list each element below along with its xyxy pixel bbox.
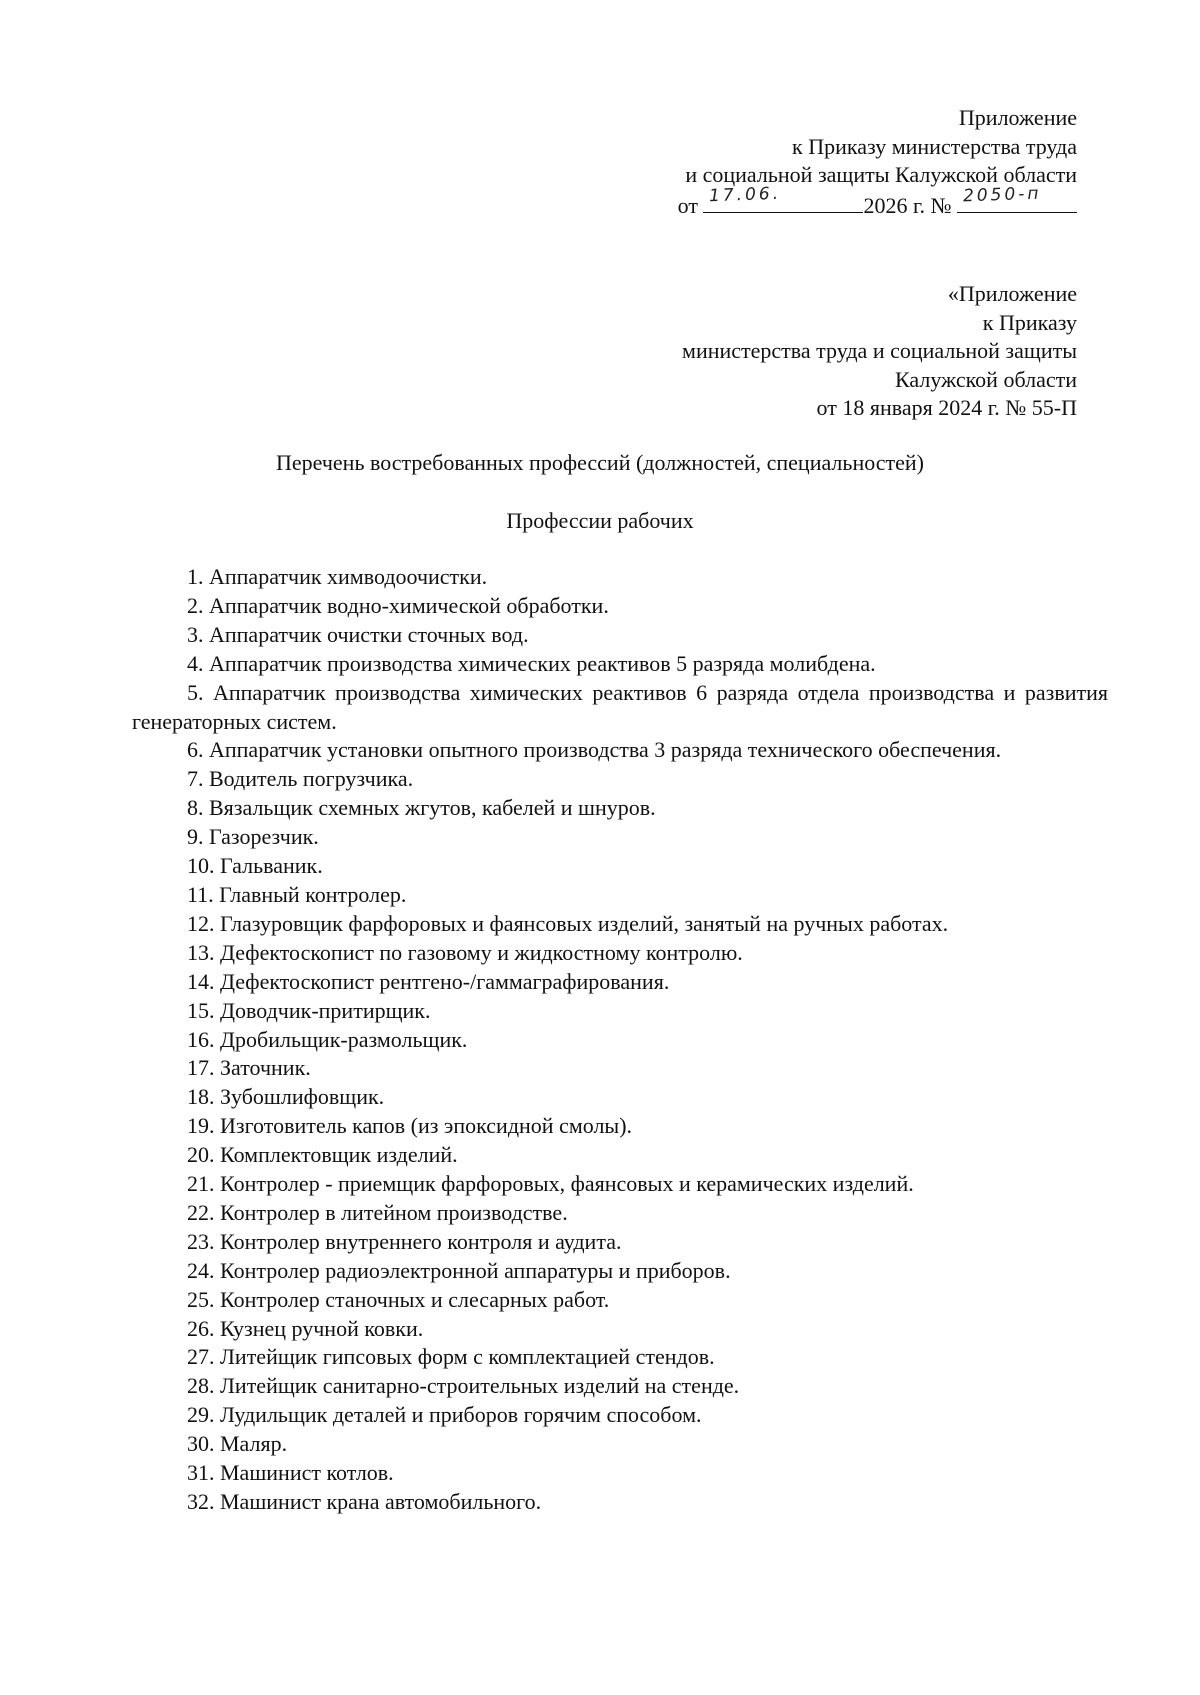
list-item: 20. Комплектовщик изделий. <box>187 1142 458 1168</box>
list-item: 12. Глазуровщик фарфоровых и фаянсовых изделий, занятый на ручных работах. <box>187 910 949 936</box>
handwritten-number: 2050-п <box>962 183 1042 207</box>
list-item: 4. Аппаратчик производства химических реактивов 5 разряда молибдена. <box>187 650 876 676</box>
date-blank <box>703 183 863 213</box>
year-number-label: 2026 г. № <box>863 192 952 218</box>
quoted-ministry: министерства труда и социальной защиты <box>682 338 1077 363</box>
list-item: 11. Главный контролер. <box>187 881 407 907</box>
appendix-ministry: и социальной защиты Калужской области <box>685 162 1077 187</box>
list-item: 31. Машинист котлов. <box>187 1460 394 1486</box>
quoted-date: от 18 января 2024 г. № 55-П <box>816 395 1077 420</box>
quoted-region: Калужской области <box>895 366 1077 392</box>
quoted-appendix-label: «Приложение <box>947 281 1077 306</box>
list-item: 2. Аппаратчик водно-химической обработки. <box>187 592 609 618</box>
list-item: 24. Контролер радиоэлектронной аппаратуры и приборов. <box>187 1257 731 1283</box>
list-item: 30. Маляр. <box>187 1431 288 1457</box>
list-item: 26. Кузнец ручной ковки. <box>187 1315 424 1341</box>
list-item: 15. Доводчик-притирщик. <box>187 997 431 1023</box>
list-item: 8. Вязальщик схемных жгутов, кабелей и шнуров. <box>187 795 656 821</box>
list-item: 13. Дефектоскопист по газовому и жидкостному контролю. <box>187 939 743 965</box>
date-prefix: от <box>677 192 698 218</box>
section-title: Профессии рабочих <box>506 508 694 533</box>
quoted-order-ref: к Приказу <box>982 309 1077 335</box>
list-item: 9. Газорезчик. <box>187 824 319 850</box>
appendix-label: Приложение <box>958 105 1077 130</box>
list-item: 32. Машинист крана автомобильного. <box>187 1489 542 1514</box>
number-blank <box>957 183 1077 213</box>
list-item: 25. Контролер станочных и слесарных работ. <box>187 1286 610 1312</box>
list-item: 10. Гальваник. <box>187 853 323 879</box>
list-item: 19. Изготовитель капов (из эпоксидной смолы). <box>187 1113 633 1139</box>
list-item: 16. Дробильщик-размольщик. <box>187 1026 468 1052</box>
list-item: 1. Аппаратчик химводоочистки. <box>187 564 488 589</box>
list-item: 3. Аппаратчик очистки сточных вод. <box>187 621 529 647</box>
list-item: 5. Аппаратчик производства химических реактивов 6 разряда отдела производства и развития генераторных систем. <box>132 679 1108 734</box>
list-item: 18. Зубошлифовщик. <box>187 1084 385 1110</box>
appendix-header <box>678 104 1077 220</box>
list-item: 27. Литейщик гипсовых форм с комплектацией стендов. <box>187 1344 715 1370</box>
handwritten-date: 17.06. <box>709 183 782 207</box>
list-item: 28. Литейщик санитарно-строительных изделий на стенде. <box>187 1373 740 1399</box>
list-item: 29. Лудильщик деталей и приборов горячим способом. <box>187 1402 702 1428</box>
list-item: 21. Контролер - приемщик фарфоровых, фаянсовых и керамических изделий. <box>187 1171 914 1197</box>
list-item: 22. Контролер в литейном производстве. <box>187 1199 568 1225</box>
list-item: 17. Заточник. <box>187 1055 311 1081</box>
profession-list <box>132 563 1108 1517</box>
list-item: 7. Водитель погрузчика. <box>187 766 414 792</box>
list-item: 23. Контролер внутреннего контроля и аудита. <box>187 1228 622 1254</box>
appendix-date-line <box>677 183 1077 221</box>
document-title: Перечень востребованных профессий (должностей, специальностей) <box>275 450 925 475</box>
list-item: 6. Аппаратчик установки опытного производства 3 разряда технического обеспечения. <box>187 737 1002 763</box>
appendix-order-ref: к Приказу министерства труда <box>792 133 1077 159</box>
list-item: 14. Дефектоскопист рентгено-/гаммаграфирования. <box>187 968 670 994</box>
quoted-appendix <box>682 280 1077 423</box>
